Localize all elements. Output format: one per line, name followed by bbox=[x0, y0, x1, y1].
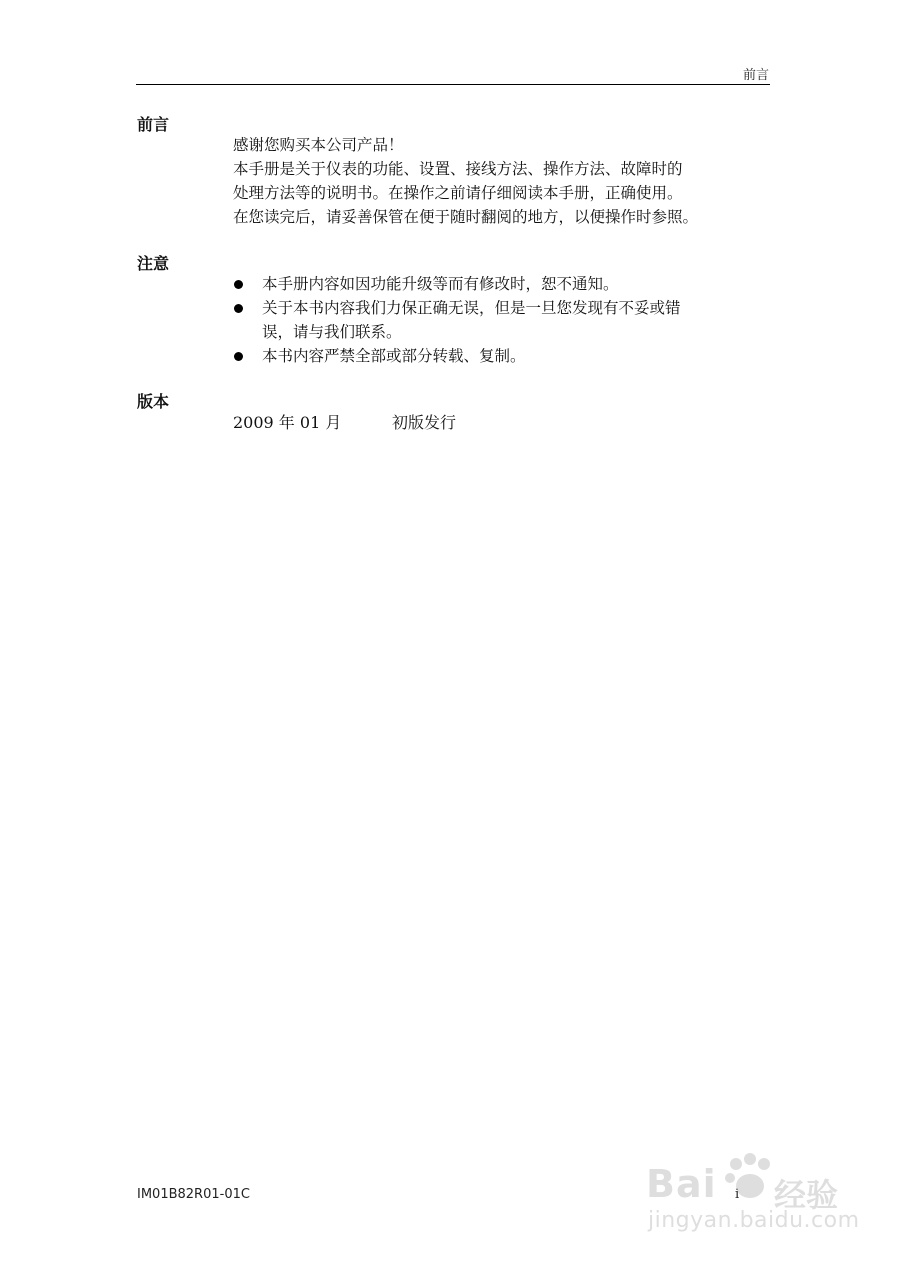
notice-bullet-line: 误，请与我们联系。 bbox=[262, 323, 402, 341]
baidu-jingyan-watermark bbox=[640, 1148, 860, 1248]
notice-heading: 注意 bbox=[137, 254, 170, 273]
preface-line: 感谢您购买本公司产品！ bbox=[233, 136, 404, 154]
bullet-dot-icon bbox=[234, 280, 243, 289]
preface-line: 处理方法等的说明书。在操作之前请仔细阅读本手册，正确使用。 bbox=[233, 184, 683, 202]
edition-note: 初版发行 bbox=[392, 413, 457, 432]
bullet-dot-icon bbox=[234, 352, 243, 361]
notice-bullet-line: 本书内容严禁全部或部分转载、复制。 bbox=[262, 347, 526, 365]
watermark-url: jingyan.baidu.com bbox=[648, 1208, 860, 1233]
page-number: i bbox=[735, 1187, 740, 1202]
watermark-brand: Bai bbox=[646, 1162, 717, 1206]
paw-icon bbox=[722, 1152, 778, 1202]
edition-heading: 版本 bbox=[137, 392, 170, 411]
edition-date: 2009 年 01 月 bbox=[233, 413, 342, 432]
document-code: IM01B82R01-01C bbox=[137, 1187, 250, 1202]
bullet-dot-icon bbox=[234, 304, 243, 313]
watermark-brand-suffix: 经验 bbox=[774, 1176, 839, 1214]
notice-bullet-line: 关于本书内容我们力保正确无误，但是一旦您发现有不妥或错 bbox=[262, 299, 681, 317]
preface-heading: 前言 bbox=[137, 115, 170, 134]
header-rule bbox=[136, 84, 770, 85]
preface-line: 本手册是关于仪表的功能、设置、接线方法、操作方法、故障时的 bbox=[233, 160, 683, 178]
running-header: 前言 bbox=[742, 68, 769, 83]
notice-bullet-line: 本手册内容如因功能升级等而有修改时，恕不通知。 bbox=[262, 275, 619, 293]
preface-line: 在您读完后，请妥善保管在便于随时翻阅的地方，以便操作时参照。 bbox=[233, 208, 699, 226]
